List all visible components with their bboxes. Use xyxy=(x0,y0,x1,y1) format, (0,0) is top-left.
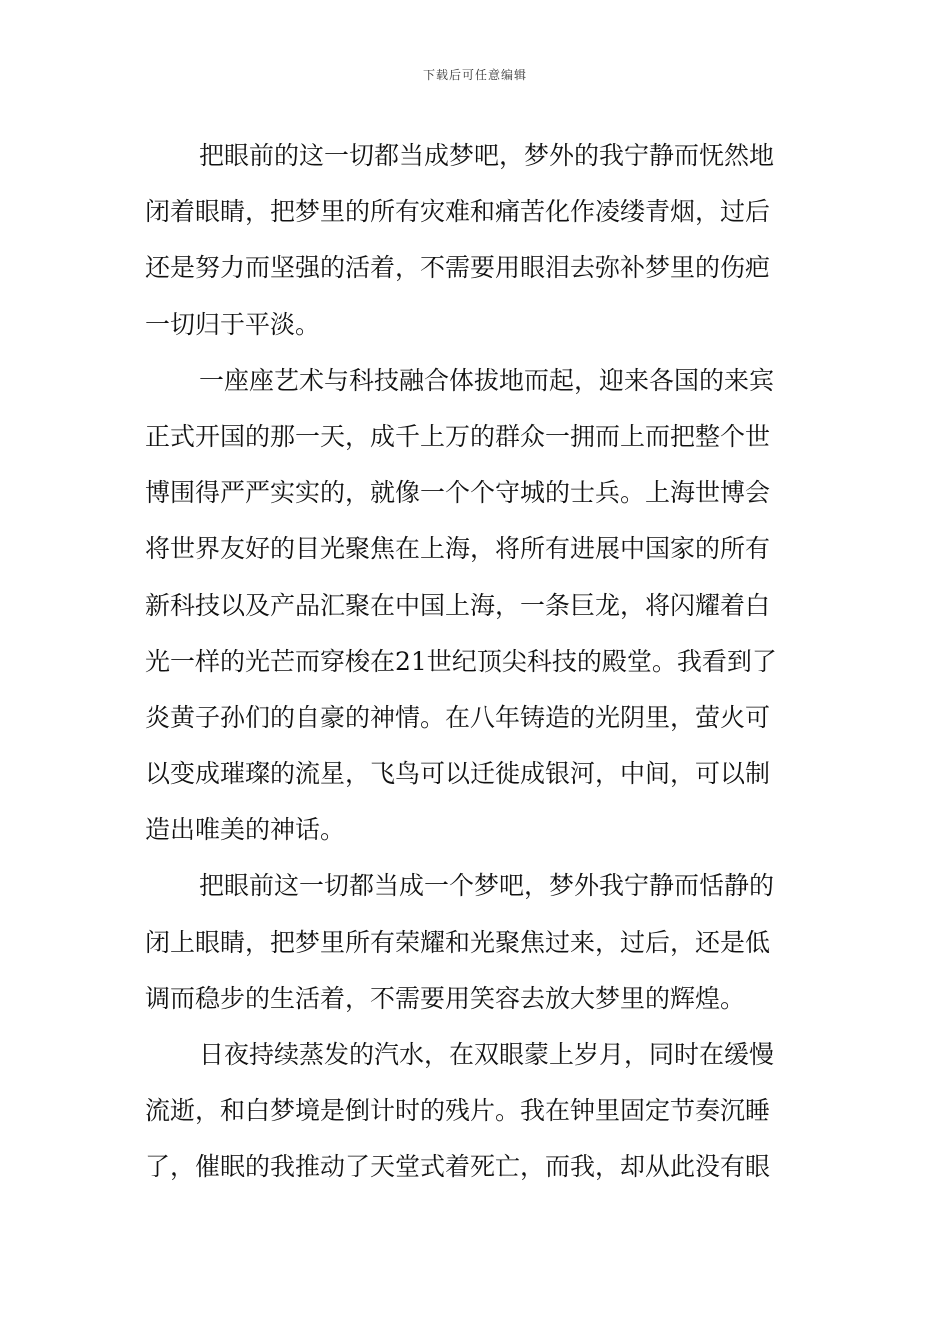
paragraph-line: 把眼前这一切都当成一个梦吧，梦外我宁静而恬静的 xyxy=(199,871,775,901)
paragraph-line: 调而稳步的生活着，不需要用笑容去放大梦里的辉煌。 xyxy=(145,983,746,1013)
paragraph-line: 将世界友好的目光聚焦在上海，将所有进展中国家的所有 xyxy=(145,534,771,564)
paragraph-3 xyxy=(145,858,815,1027)
paragraph-line: 还是努力而坚强的活着，不需要用眼泪去弥补梦里的伤疤 xyxy=(145,253,771,283)
paragraph-1 xyxy=(145,128,815,353)
paragraph-line: 博围得严严实实的，就像一个个守城的士兵。上海世博会 xyxy=(145,478,771,508)
paragraph-line: 炎黄子孙们的自豪的神情。在八年铸造的光阴里，萤火可 xyxy=(145,702,771,732)
paragraph-line: 把眼前的这一切都当成梦吧，梦外的我宁静而怃然地 xyxy=(199,141,775,170)
paragraph-2 xyxy=(145,353,815,859)
paragraph-line: 了，催眠的我推动了天堂式着死亡，而我，却从此没有眼 xyxy=(145,1152,771,1182)
header-note: 下载后可任意编辑 xyxy=(422,68,527,82)
paragraph-line: 新科技以及产品汇聚在中国上海，一条巨龙，将闪耀着白 xyxy=(145,590,771,620)
paragraph-line: 闭上眼睛，把梦里所有荣耀和光聚焦过来，过后，还是低 xyxy=(145,927,771,957)
paragraph-line: 以变成璀璨的流星，飞鸟可以迁徙成银河，中间，可以制 xyxy=(145,759,771,789)
paragraph-line: 一座座艺术与科技融合体拔地而起，迎来各国的来宾 xyxy=(199,365,775,395)
paragraph-line: 造出唯美的神话。 xyxy=(145,815,346,845)
document-body xyxy=(145,128,815,1196)
paragraph-line: 流逝，和白梦境是倒计时的残片。我在钟里固定节奏沉睡 xyxy=(145,1096,771,1126)
paragraph-4 xyxy=(145,1027,815,1196)
paragraph-line: 光一样的光芒而穿梭在21世纪顶尖科技的殿堂。我看到了 xyxy=(145,646,777,676)
paragraph-line: 日夜持续蒸发的汽水，在双眼蒙上岁月，同时在缓慢 xyxy=(199,1040,775,1069)
paragraph-line: 闭着眼睛，把梦里的所有灾难和痛苦化作凌缕青烟，过后 xyxy=(145,197,771,227)
paragraph-line: 正式开国的那一天，成千上万的群众一拥而上而把整个世 xyxy=(145,421,771,451)
paragraph-line: 一切归于平淡。 xyxy=(145,309,321,339)
